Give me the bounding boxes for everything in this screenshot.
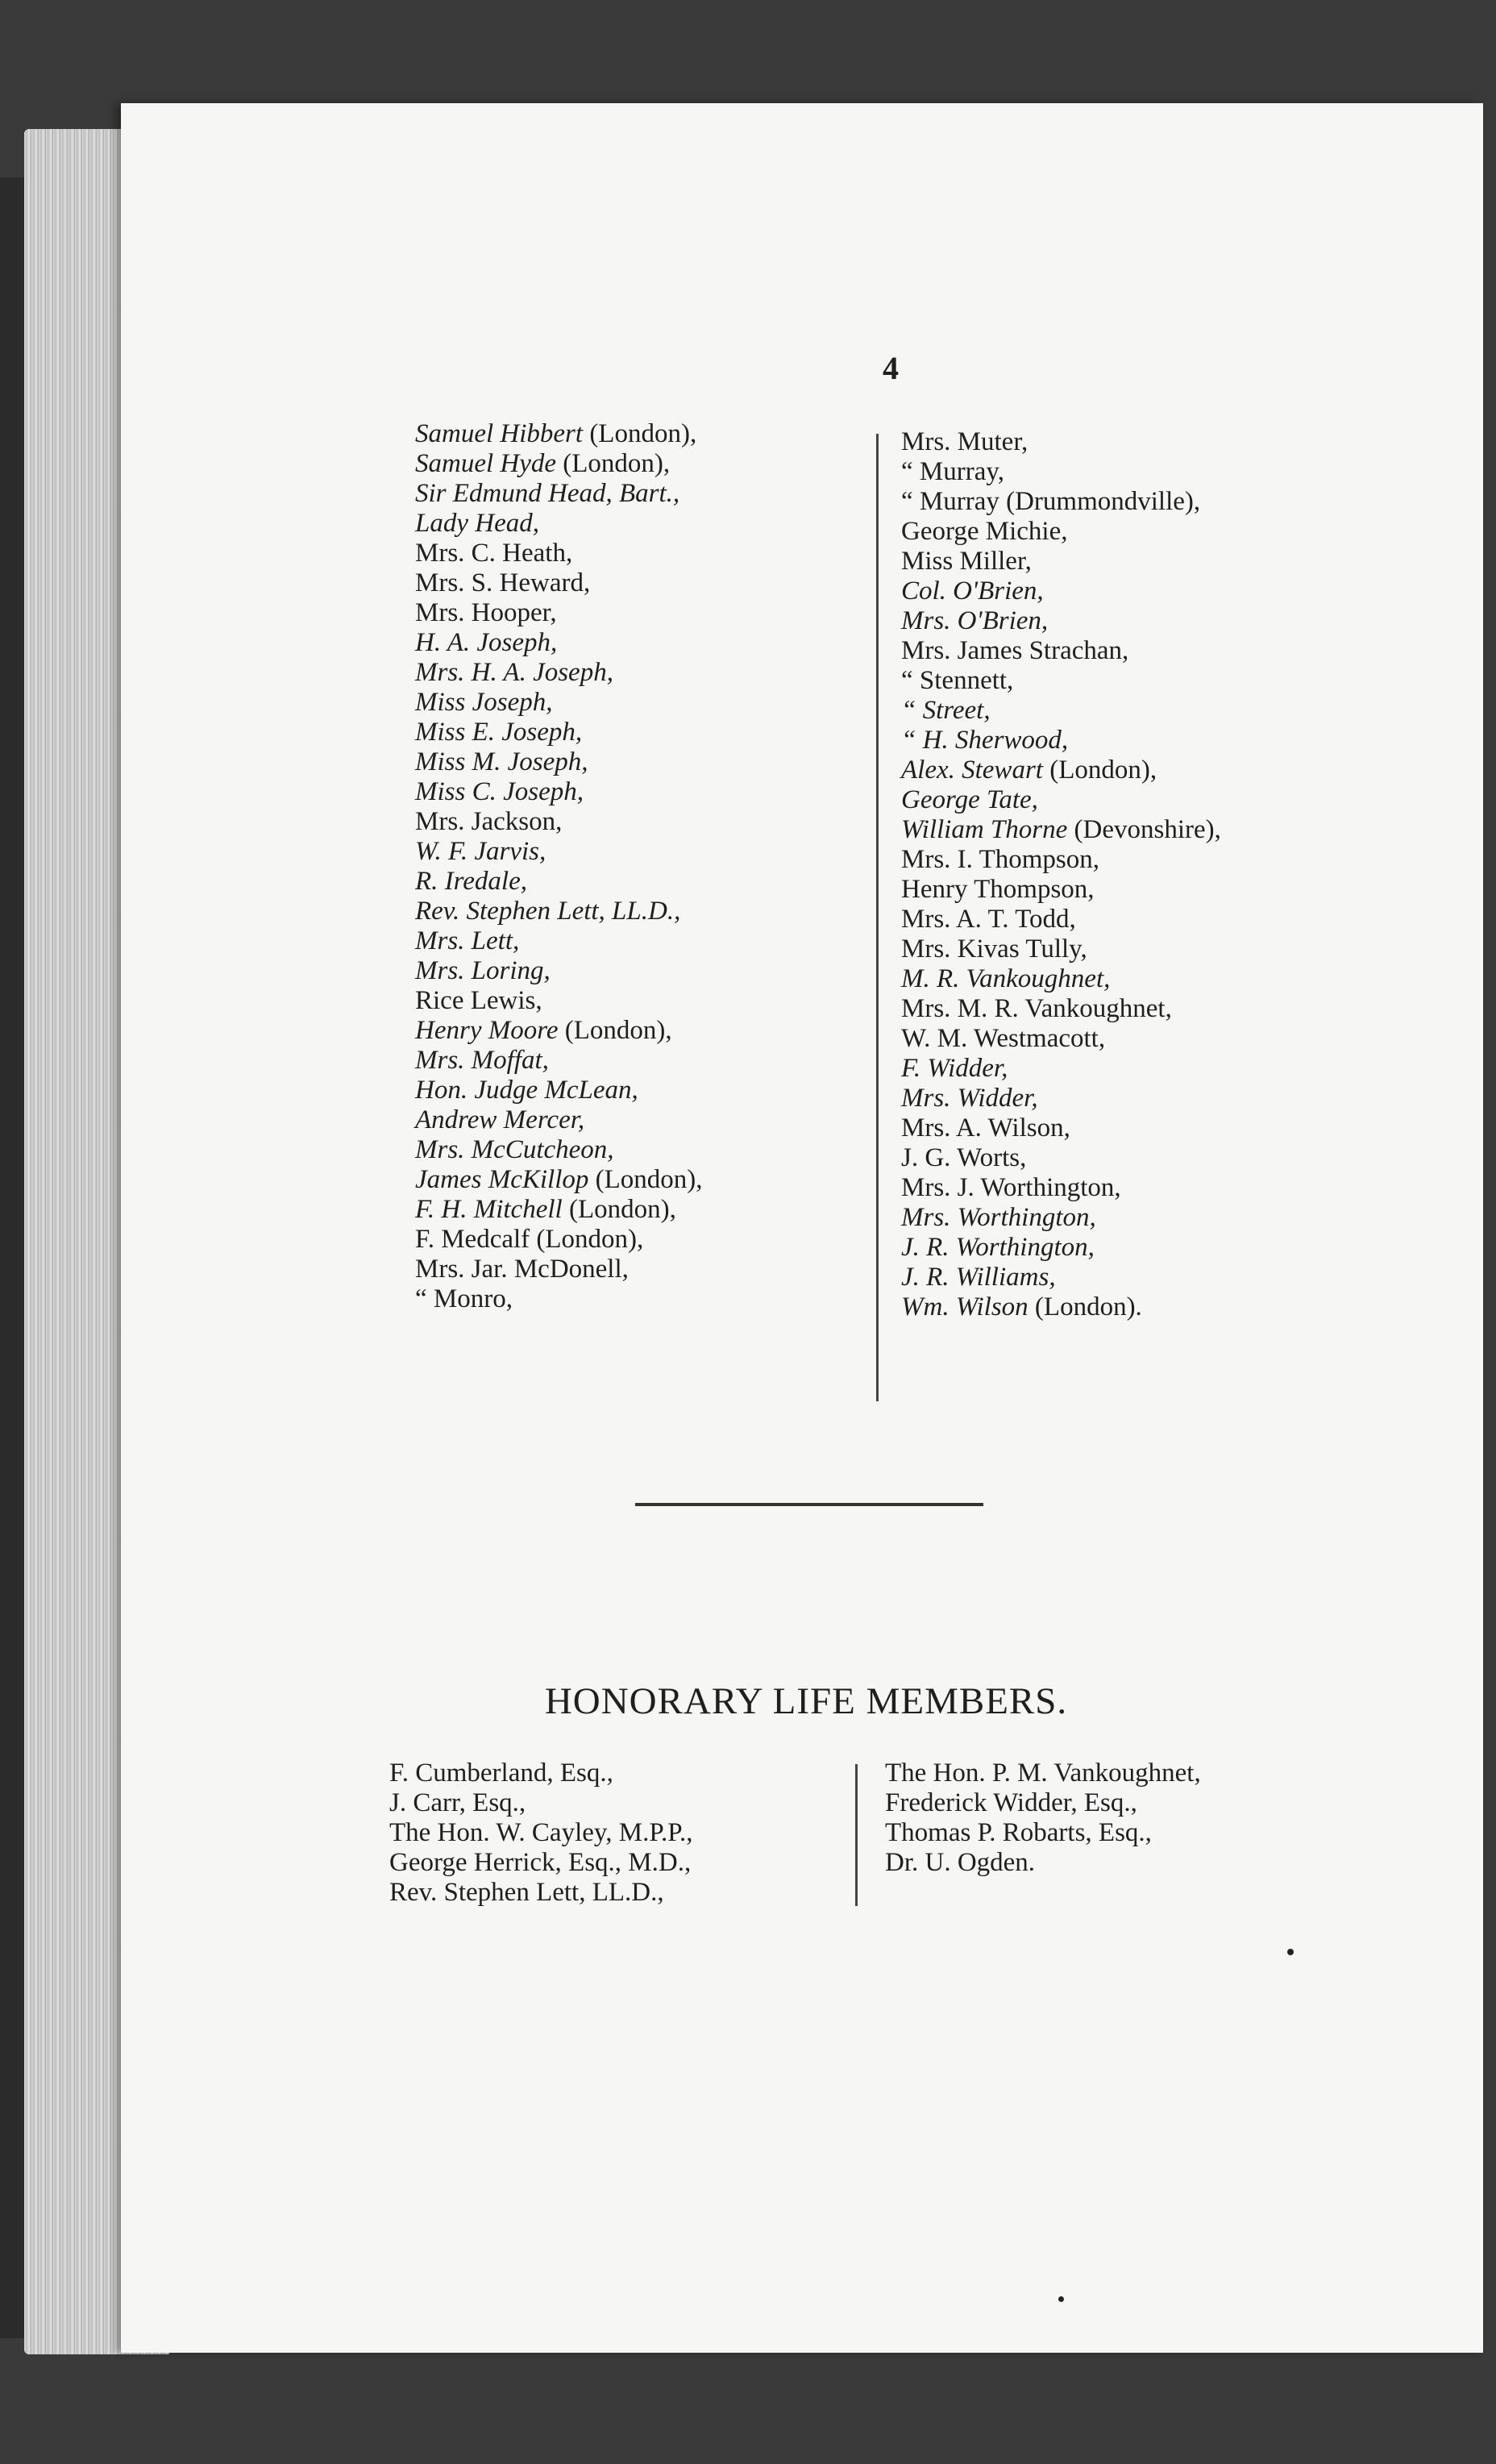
- member-name: F. Medcalf (London),: [415, 1225, 644, 1254]
- member-name: Mrs. Hooper,: [415, 598, 557, 627]
- member-suffix: (London).: [1028, 1292, 1142, 1321]
- honorary-member-entry: Frederick Widder, Esq.,: [885, 1788, 1137, 1817]
- print-speck: [1287, 1949, 1294, 1955]
- member-entry: [901, 1233, 1496, 1263]
- member-name: “ Murray,: [901, 457, 1004, 486]
- member-entry: [901, 1054, 1496, 1084]
- member-name: Mrs. Jar. McDonell,: [415, 1255, 629, 1284]
- honorary-member-entry: The Hon. P. M. Vankoughnet,: [885, 1759, 1201, 1788]
- member-name: J. G. Worts,: [901, 1143, 1027, 1172]
- member-name: “ H. Sherwood,: [901, 726, 1069, 755]
- member-name: J. R. Williams,: [901, 1263, 1056, 1292]
- honorary-column-divider: [855, 1764, 858, 1906]
- honorary-member-entry: F. Cumberland, Esq.,: [389, 1759, 613, 1788]
- member-suffix: (London),: [1042, 755, 1157, 785]
- member-name: Miss C. Joseph,: [415, 777, 584, 806]
- honorary-member-entry: J. Carr, Esq.,: [389, 1788, 526, 1817]
- member-entry: [415, 688, 979, 718]
- member-name: Col. O'Brien,: [901, 576, 1044, 606]
- member-name: “ Murray (Drummondville),: [901, 487, 1201, 516]
- members-list-right: [901, 427, 1496, 1322]
- member-entry: [415, 986, 979, 1016]
- member-entry: [415, 449, 979, 479]
- member-entry: [901, 1113, 1496, 1143]
- member-entry: [901, 606, 1496, 636]
- member-name: Sir Edmund Head, Bart.,: [415, 479, 680, 508]
- member-entry: [415, 1284, 979, 1314]
- member-name: Mrs. C. Heath,: [415, 539, 573, 568]
- section-divider: [635, 1503, 983, 1506]
- member-entry: [415, 807, 979, 837]
- member-name: Mrs. O'Brien,: [901, 606, 1049, 635]
- member-entry: [415, 598, 979, 628]
- member-name: “ Street,: [901, 696, 991, 725]
- member-name: F. Widder,: [901, 1054, 1008, 1083]
- column-divider: [876, 434, 879, 1401]
- member-name: Hon. Judge McLean,: [415, 1076, 638, 1105]
- member-entry: [901, 1173, 1496, 1203]
- member-entry: [901, 1143, 1496, 1173]
- member-entry: [415, 1046, 979, 1076]
- member-name: W. M. Westmacott,: [901, 1024, 1106, 1053]
- member-entry: [901, 666, 1496, 696]
- member-entry: [901, 964, 1496, 994]
- member-entry: [415, 1135, 979, 1165]
- member-entry: [415, 718, 979, 747]
- member-name: Miss Joseph,: [415, 688, 553, 717]
- member-name: Mrs. J. Worthington,: [901, 1173, 1121, 1202]
- member-name: Mrs. James Strachan,: [901, 636, 1129, 665]
- honorary-member-entry: Dr. U. Ogden.: [885, 1848, 1036, 1877]
- member-suffix: (London),: [558, 1016, 672, 1045]
- member-name: George Michie,: [901, 517, 1068, 546]
- member-name: William Thorne: [901, 815, 1068, 844]
- member-entry: [901, 487, 1496, 517]
- member-suffix: (London),: [556, 449, 671, 478]
- member-name: H. A. Joseph,: [415, 628, 558, 657]
- member-suffix: (London),: [588, 1165, 703, 1194]
- member-entry: [901, 547, 1496, 576]
- honorary-member-entry: Rev. Stephen Lett, LL.D.,: [389, 1878, 664, 1907]
- member-name: J. R. Worthington,: [901, 1233, 1095, 1262]
- member-name: James McKillop: [415, 1165, 589, 1194]
- member-entry: [415, 1195, 979, 1225]
- member-suffix: (Devonshire),: [1067, 815, 1221, 844]
- member-entry: [901, 785, 1496, 815]
- member-entry: [415, 479, 979, 509]
- member-suffix: (London),: [562, 1195, 676, 1224]
- member-name: Mrs. Loring,: [415, 956, 551, 985]
- member-entry: [415, 539, 979, 568]
- member-entry: [901, 875, 1496, 905]
- member-name: George Tate,: [901, 785, 1038, 814]
- member-entry: [901, 427, 1496, 457]
- member-name: Andrew Mercer,: [415, 1105, 585, 1134]
- member-name: Mrs. Widder,: [901, 1084, 1038, 1113]
- honorary-member-entry: The Hon. W. Cayley, M.P.P.,: [389, 1818, 693, 1847]
- member-name: Mrs. Moffat,: [415, 1046, 549, 1075]
- member-name: Rev. Stephen Lett, LL.D.,: [415, 897, 681, 926]
- member-name: Mrs. I. Thompson,: [901, 845, 1099, 874]
- member-name: Alex. Stewart: [901, 755, 1043, 785]
- honorary-list-left: [389, 1759, 873, 1908]
- member-name: Mrs. A. Wilson,: [901, 1113, 1070, 1143]
- member-entry: [415, 837, 979, 867]
- document-page: [121, 103, 1483, 2353]
- member-entry: [901, 755, 1496, 785]
- member-name: Rice Lewis,: [415, 986, 542, 1015]
- honorary-heading: HONORARY LIFE MEMBERS.: [544, 1680, 1068, 1722]
- member-entry: [901, 457, 1496, 487]
- member-name: Samuel Hibbert: [415, 419, 584, 448]
- honorary-list-right: [885, 1759, 1449, 1878]
- member-name: Mrs. McCutcheon,: [415, 1135, 614, 1164]
- member-entry: [901, 726, 1496, 755]
- member-entry: [415, 1076, 979, 1105]
- member-name: Mrs. H. A. Joseph,: [415, 658, 613, 687]
- member-name: Miss Miller,: [901, 547, 1032, 576]
- member-entry: [415, 956, 979, 986]
- member-entry: [415, 926, 979, 956]
- member-name: Mrs. Lett,: [415, 926, 520, 955]
- member-entry: [901, 517, 1496, 547]
- honorary-member-entry: George Herrick, Esq., M.D.,: [389, 1848, 692, 1877]
- member-name: W. F. Jarvis,: [415, 837, 546, 866]
- member-name: Mrs. Jackson,: [415, 807, 563, 836]
- member-entry: [415, 867, 979, 897]
- member-name: Wm. Wilson: [901, 1292, 1028, 1321]
- member-name: “ Stennett,: [901, 666, 1014, 695]
- member-entry: [415, 1105, 979, 1135]
- member-entry: [901, 934, 1496, 964]
- member-entry: [415, 1225, 979, 1255]
- member-entry: [901, 815, 1496, 845]
- member-entry: [901, 576, 1496, 606]
- member-name: Mrs. Worthington,: [901, 1203, 1096, 1232]
- honorary-member-entry: Thomas P. Robarts, Esq.,: [885, 1818, 1152, 1847]
- print-speck: [1058, 2296, 1064, 2302]
- member-entry: [415, 1255, 979, 1284]
- member-name: Henry Thompson,: [901, 875, 1095, 904]
- member-name: Henry Moore: [415, 1016, 559, 1045]
- member-entry: [901, 905, 1496, 934]
- member-entry: [901, 994, 1496, 1024]
- member-name: Miss M. Joseph,: [415, 747, 588, 776]
- member-name: Mrs. Kivas Tully,: [901, 934, 1087, 964]
- member-entry: [415, 777, 979, 807]
- member-name: M. R. Vankoughnet,: [901, 964, 1111, 993]
- member-name: Mrs. S. Heward,: [415, 568, 591, 597]
- member-name: Lady Head,: [415, 509, 539, 538]
- member-entry: [901, 1084, 1496, 1113]
- member-entry: [415, 568, 979, 598]
- member-name: Mrs. M. R. Vankoughnet,: [901, 994, 1172, 1023]
- member-entry: [415, 1016, 979, 1046]
- page-number: 4: [883, 350, 899, 386]
- member-name: Miss E. Joseph,: [415, 718, 583, 747]
- member-entry: [415, 897, 979, 926]
- member-entry: [901, 696, 1496, 726]
- member-name: Samuel Hyde: [415, 449, 557, 478]
- member-entry: [901, 1263, 1496, 1292]
- member-entry: [901, 1203, 1496, 1233]
- member-name: F. H. Mitchell: [415, 1195, 563, 1224]
- member-name: R. Iredale,: [415, 867, 527, 896]
- member-name: Mrs. A. T. Todd,: [901, 905, 1076, 934]
- member-entry: [901, 1024, 1496, 1054]
- member-entry: [415, 1165, 979, 1195]
- member-name: Mrs. Muter,: [901, 427, 1028, 456]
- member-suffix: (London),: [583, 419, 697, 448]
- member-entry: [901, 636, 1496, 666]
- member-entry: [415, 628, 979, 658]
- members-list-left: [415, 419, 979, 1314]
- member-entry: [415, 747, 979, 777]
- member-entry: [415, 658, 979, 688]
- member-entry: [901, 1292, 1496, 1322]
- member-name: “ Monro,: [415, 1284, 513, 1313]
- member-entry: [415, 509, 979, 539]
- member-entry: [901, 845, 1496, 875]
- member-entry: [415, 419, 979, 449]
